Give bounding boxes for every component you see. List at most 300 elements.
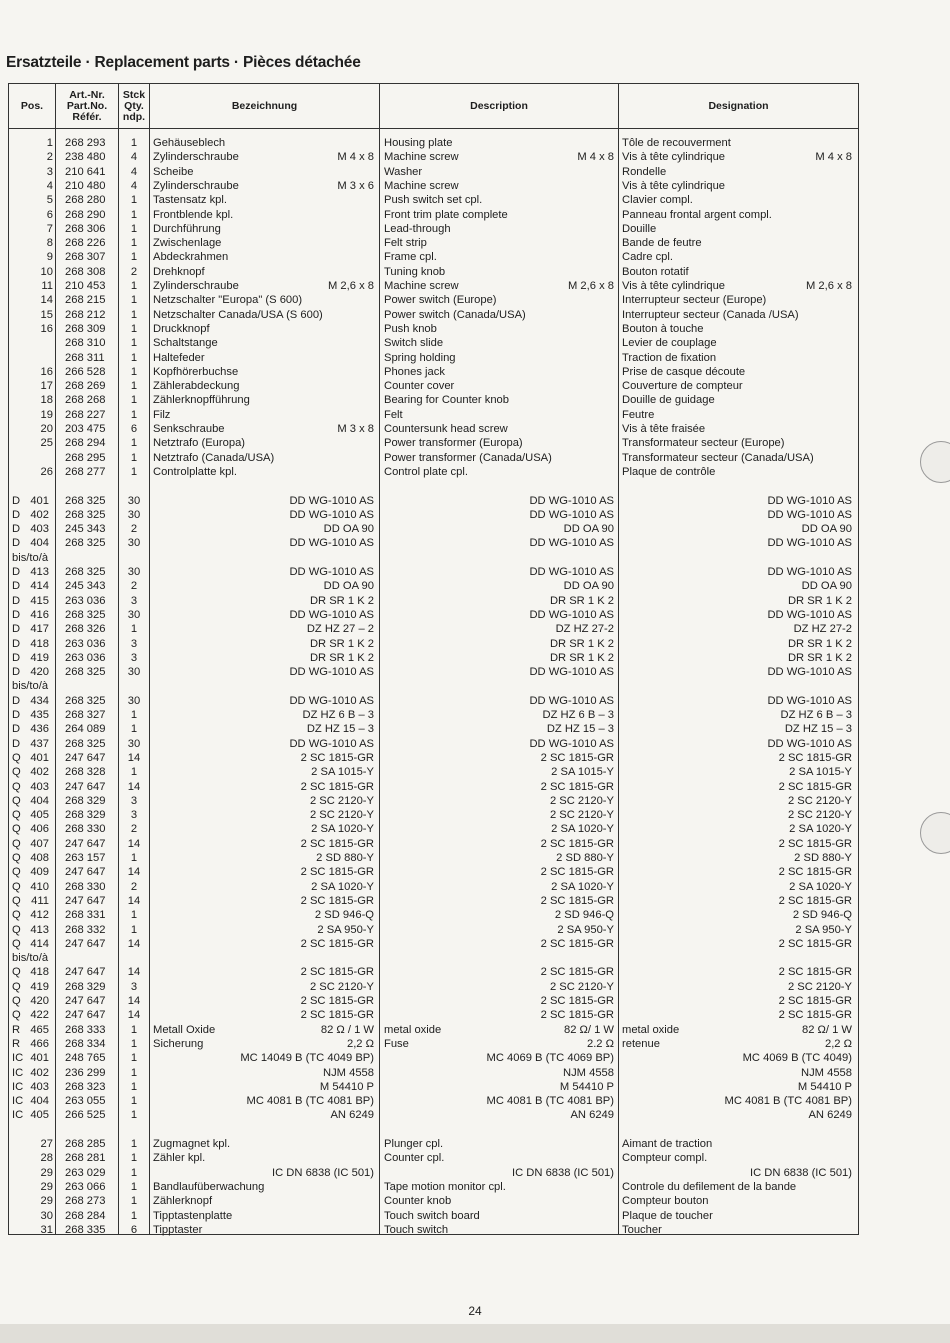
row-spec-fr: 2 SC 1815-GR bbox=[778, 837, 852, 850]
row-description-de: Abdeckrahmen bbox=[153, 251, 229, 264]
row-spec-de: DR SR 1 K 2 bbox=[309, 637, 374, 650]
row-description-fr: Aimant de traction bbox=[622, 1138, 713, 1150]
row-position: 418 bbox=[30, 637, 49, 650]
row-spec-en: 2 SC 2120-Y bbox=[549, 809, 614, 822]
table-row bbox=[9, 465, 858, 479]
row-part-number: 268 325 bbox=[65, 694, 106, 707]
table-row bbox=[9, 479, 858, 493]
row-spec-de: 2 SC 2120-Y bbox=[309, 809, 374, 822]
row-description-de: Zylinderschraube bbox=[153, 280, 239, 292]
row-part-number: 266 528 bbox=[65, 365, 106, 378]
row-description-de: Zylinderschraube bbox=[153, 151, 239, 164]
row-spec-de: 2 SA 1020-Y bbox=[311, 823, 374, 836]
row-spec-en: 2 SC 1815-GR bbox=[540, 937, 614, 950]
row-spec-fr: DD WG-1010 AS bbox=[767, 608, 852, 621]
row-spec-fr: 2 SC 1815-GR bbox=[778, 995, 852, 1007]
row-quantity: 14 bbox=[127, 937, 141, 950]
row-part-number: 264 089 bbox=[65, 723, 106, 736]
row-spec-fr: 2 SC 1815-GR bbox=[778, 751, 852, 764]
row-description-de: Zwischenlage bbox=[153, 237, 222, 250]
row-part-number: 268 327 bbox=[65, 709, 106, 721]
row-quantity: 1 bbox=[130, 337, 138, 350]
table-row bbox=[9, 193, 858, 207]
row-position: 407 bbox=[30, 837, 49, 850]
table-row bbox=[9, 851, 858, 865]
row-spec-en: 2 SA 1020-Y bbox=[551, 823, 614, 836]
table-row bbox=[9, 608, 858, 622]
row-description-fr: Vis à tête cylindrique bbox=[622, 179, 726, 192]
row-spec-de: 2 SC 1815-GR bbox=[300, 837, 374, 850]
row-description-en: Machine screw bbox=[384, 179, 459, 192]
row-spec-de: MC 14049 B (TC 4049 BP) bbox=[240, 1052, 374, 1065]
row-position: 436 bbox=[30, 723, 49, 736]
row-quantity: 1 bbox=[130, 1209, 138, 1222]
row-position: 18 bbox=[40, 394, 53, 407]
row-position: 406 bbox=[30, 823, 49, 836]
row-description-en: Counter knob bbox=[384, 1195, 452, 1208]
row-spec-en: IC DN 6838 (IC 501) bbox=[512, 1166, 614, 1179]
row-spec-fr: 82 Ω/ 1 W bbox=[801, 1023, 852, 1036]
row-part-number: 268 332 bbox=[65, 923, 106, 936]
row-spec-en: 2 SC 1815-GR bbox=[540, 780, 614, 793]
table-row bbox=[9, 965, 858, 979]
row-part-number: 247 647 bbox=[65, 780, 106, 793]
row-spec-en: 2 SA 1015-Y bbox=[551, 766, 614, 779]
row-prefix: Q bbox=[12, 995, 21, 1007]
table-row bbox=[9, 1223, 858, 1237]
row-part-number: 268 325 bbox=[65, 508, 106, 521]
row-spec-de: DD WG-1010 AS bbox=[289, 508, 374, 521]
row-description-fr: Compteur bouton bbox=[622, 1195, 709, 1208]
row-spec-en: 2 SA 1020-Y bbox=[551, 880, 614, 893]
row-spec-fr: DZ HZ 15 – 3 bbox=[784, 723, 852, 736]
row-description-fr: Cadre cpl. bbox=[622, 251, 673, 264]
row-position: 27 bbox=[40, 1138, 53, 1150]
row-quantity: 3 bbox=[130, 794, 138, 807]
table-row bbox=[9, 1094, 858, 1108]
row-position: 417 bbox=[30, 623, 49, 636]
row-quantity: 1 bbox=[130, 723, 138, 736]
row-spec-fr: 2 SC 1815-GR bbox=[778, 1009, 852, 1022]
row-part-number: 268 308 bbox=[65, 265, 106, 278]
row-part-number: 268 310 bbox=[65, 337, 106, 350]
row-description-en: Counter cpl. bbox=[384, 1152, 445, 1165]
row-quantity: 1 bbox=[130, 380, 138, 393]
table-row bbox=[9, 265, 858, 279]
header-pos: Pos. bbox=[20, 99, 44, 112]
row-spec-de: 2 SC 1815-GR bbox=[300, 966, 374, 979]
row-part-number: 268 290 bbox=[65, 208, 106, 221]
title-de: Ersatzteile bbox=[6, 54, 82, 71]
row-spec-en: M 2,6 x 8 bbox=[567, 280, 614, 292]
row-description-de: Zählerknopf bbox=[153, 1195, 213, 1208]
row-position: 412 bbox=[30, 909, 49, 922]
row-position: 405 bbox=[30, 809, 49, 822]
row-description-de: Controlplatte kpl. bbox=[153, 465, 237, 478]
row-part-number: 268 307 bbox=[65, 251, 106, 264]
row-position: 7 bbox=[46, 222, 53, 235]
row-prefix: Q bbox=[12, 751, 21, 764]
table-row bbox=[9, 1037, 858, 1051]
row-part-number: 247 647 bbox=[65, 866, 106, 879]
row-part-number: 210 453 bbox=[65, 280, 106, 292]
table-row bbox=[9, 308, 858, 322]
row-position: 413 bbox=[30, 566, 49, 578]
row-spec-fr: DD WG-1010 AS bbox=[767, 566, 852, 578]
row-description-fr: Clavier compl. bbox=[622, 194, 693, 207]
row-description-en: Phones jack bbox=[384, 365, 445, 378]
row-position: 419 bbox=[30, 980, 49, 993]
row-part-number: 268 293 bbox=[65, 137, 106, 149]
row-position: 418 bbox=[30, 966, 49, 979]
row-part-number: 268 277 bbox=[65, 465, 106, 478]
table-row bbox=[9, 880, 858, 894]
table-row bbox=[9, 565, 858, 579]
table-row bbox=[9, 208, 858, 222]
row-quantity: 14 bbox=[127, 866, 141, 879]
row-position: 409 bbox=[30, 866, 49, 879]
row-prefix: D bbox=[12, 723, 21, 736]
row-part-number: 268 335 bbox=[65, 1223, 106, 1236]
row-description-de: Bandlaufüberwachung bbox=[153, 1180, 265, 1193]
header-en: Description bbox=[470, 99, 528, 112]
row-position: 466 bbox=[30, 1037, 49, 1050]
title-en: Replacement parts bbox=[94, 54, 230, 71]
row-prefix: D bbox=[12, 508, 21, 521]
row-spec-fr: AN 6249 bbox=[808, 1109, 852, 1122]
row-spec-en: 2 SC 1815-GR bbox=[540, 995, 614, 1007]
row-description-fr: metal oxide bbox=[622, 1023, 680, 1036]
row-position: 422 bbox=[30, 1009, 49, 1022]
row-description-de: Zählerknopfführung bbox=[153, 394, 250, 407]
row-position: 5 bbox=[46, 194, 53, 207]
table-row bbox=[9, 351, 858, 365]
header-qty bbox=[119, 84, 149, 128]
row-description-de: Drehknopf bbox=[153, 265, 205, 278]
row-spec-fr: DD WG-1010 AS bbox=[767, 737, 852, 750]
row-spec-fr: 2 SC 1815-GR bbox=[778, 780, 852, 793]
row-quantity: 1 bbox=[130, 222, 138, 235]
row-quantity: 1 bbox=[130, 208, 138, 221]
row-description-de: Senkschraube bbox=[153, 423, 225, 435]
row-description-de: Kopfhörerbuchse bbox=[153, 365, 239, 378]
row-prefix: D bbox=[12, 651, 21, 664]
row-spec-de: 2 SC 1815-GR bbox=[300, 780, 374, 793]
row-prefix: bis/to/à bbox=[12, 680, 49, 693]
row-description-en: Plunger cpl. bbox=[384, 1138, 444, 1150]
row-prefix: Q bbox=[12, 866, 21, 879]
row-prefix: D bbox=[12, 566, 21, 578]
table-row bbox=[9, 837, 858, 851]
row-spec-de: 2 SD 880-Y bbox=[316, 852, 374, 864]
row-description-en: Felt strip bbox=[384, 237, 427, 250]
row-spec-fr: MC 4081 B (TC 4081 BP) bbox=[724, 1095, 852, 1108]
row-quantity: 14 bbox=[127, 780, 141, 793]
row-quantity: 30 bbox=[127, 666, 141, 679]
row-description-en: Fuse bbox=[384, 1037, 409, 1050]
header-qty-line: ndp. bbox=[122, 110, 146, 123]
row-spec-de: DD OA 90 bbox=[323, 580, 374, 593]
table-row bbox=[9, 665, 858, 679]
row-spec-fr: 2 SC 1815-GR bbox=[778, 966, 852, 979]
row-part-number: 247 647 bbox=[65, 937, 106, 950]
row-prefix: D bbox=[12, 666, 21, 679]
row-quantity: 14 bbox=[127, 1009, 141, 1022]
row-part-number: 263 066 bbox=[65, 1180, 106, 1193]
table-row bbox=[9, 1080, 858, 1094]
row-description-en: Countersunk head screw bbox=[384, 423, 508, 435]
row-prefix: Q bbox=[12, 909, 21, 922]
table-row bbox=[9, 579, 858, 593]
table-row bbox=[9, 1137, 858, 1151]
row-quantity: 1 bbox=[130, 1152, 138, 1165]
table-row bbox=[9, 908, 858, 922]
row-spec-en: DZ HZ 6 B – 3 bbox=[542, 709, 614, 721]
row-position: 2 bbox=[46, 151, 53, 164]
table-row bbox=[9, 1051, 858, 1065]
row-part-number: 268 325 bbox=[65, 666, 106, 679]
row-prefix: Q bbox=[12, 794, 21, 807]
row-quantity: 1 bbox=[130, 351, 138, 364]
row-quantity: 1 bbox=[130, 451, 138, 464]
row-spec-fr: 2 SC 1815-GR bbox=[778, 866, 852, 879]
row-prefix: Q bbox=[12, 1009, 21, 1022]
header-art-line: Part.No. bbox=[66, 99, 108, 112]
row-spec-en: MC 4069 B (TC 4069 BP) bbox=[486, 1052, 614, 1065]
row-description-de: Tipptaster bbox=[153, 1223, 203, 1236]
title-sep-1: · bbox=[81, 54, 95, 71]
row-part-number: 247 647 bbox=[65, 837, 106, 850]
row-spec-fr: 2 SC 2120-Y bbox=[787, 809, 852, 822]
row-prefix: D bbox=[12, 580, 21, 593]
row-prefix: IC bbox=[12, 1080, 24, 1093]
row-quantity: 14 bbox=[127, 837, 141, 850]
row-spec-fr: M 54410 P bbox=[797, 1080, 852, 1093]
row-description-de: Zählerabdeckung bbox=[153, 380, 240, 393]
row-description-de: Zähler kpl. bbox=[153, 1152, 206, 1165]
table-row bbox=[9, 322, 858, 336]
row-spec-de: DD WG-1010 AS bbox=[289, 537, 374, 550]
row-quantity: 1 bbox=[130, 1037, 138, 1050]
row-spec-fr: DD OA 90 bbox=[801, 580, 852, 593]
row-part-number: 238 480 bbox=[65, 151, 106, 164]
row-position: 402 bbox=[30, 766, 49, 779]
table-row bbox=[9, 365, 858, 379]
row-part-number: 247 647 bbox=[65, 995, 106, 1007]
row-prefix: D bbox=[12, 623, 21, 636]
row-position: 434 bbox=[30, 694, 49, 707]
row-spec-fr: DD WG-1010 AS bbox=[767, 508, 852, 521]
table-row bbox=[9, 293, 858, 307]
row-part-number: 268 268 bbox=[65, 394, 106, 407]
row-spec-de: DR SR 1 K 2 bbox=[309, 651, 374, 664]
row-spec-en: DD WG-1010 AS bbox=[529, 608, 614, 621]
parts-table bbox=[8, 83, 859, 1235]
row-prefix: Q bbox=[12, 809, 21, 822]
row-quantity: 30 bbox=[127, 694, 141, 707]
row-prefix: D bbox=[12, 637, 21, 650]
row-position: 25 bbox=[40, 437, 53, 450]
row-spec-de: M 4 x 8 bbox=[337, 151, 374, 164]
row-quantity: 6 bbox=[130, 1223, 138, 1236]
row-part-number: 268 330 bbox=[65, 823, 106, 836]
table-row bbox=[9, 794, 858, 808]
row-description-en: Front trim plate complete bbox=[384, 208, 508, 221]
table-row bbox=[9, 694, 858, 708]
table-row bbox=[9, 980, 858, 994]
row-description-de: Scheibe bbox=[153, 165, 194, 178]
row-part-number: 266 525 bbox=[65, 1109, 106, 1122]
row-description-en: Control plate cpl. bbox=[384, 465, 468, 478]
table-row bbox=[9, 1180, 858, 1194]
table-row bbox=[9, 737, 858, 751]
row-prefix: Q bbox=[12, 780, 21, 793]
row-spec-fr: 2 SD 880-Y bbox=[794, 852, 852, 864]
row-position: 404 bbox=[30, 537, 49, 550]
row-spec-de: DR SR 1 K 2 bbox=[309, 594, 374, 607]
row-prefix: bis/to/à bbox=[12, 952, 49, 965]
row-position: 420 bbox=[30, 666, 49, 679]
row-position: 10 bbox=[40, 265, 53, 278]
row-spec-de: 2 SC 1815-GR bbox=[300, 866, 374, 879]
row-description-de: Druckknopf bbox=[153, 322, 210, 335]
row-quantity: 3 bbox=[130, 809, 138, 822]
row-part-number: 247 647 bbox=[65, 751, 106, 764]
row-part-number: 268 329 bbox=[65, 980, 106, 993]
row-quantity: 30 bbox=[127, 608, 141, 621]
row-spec-fr: DZ HZ 27-2 bbox=[793, 623, 852, 636]
row-position: 16 bbox=[40, 322, 53, 335]
row-part-number: 268 309 bbox=[65, 322, 106, 335]
row-position: 17 bbox=[40, 380, 53, 393]
binder-hole bbox=[920, 441, 950, 483]
row-description-en: metal oxide bbox=[384, 1023, 442, 1036]
row-description-fr: Bouton rotatif bbox=[622, 265, 689, 278]
row-part-number: 248 765 bbox=[65, 1052, 106, 1065]
row-position: 410 bbox=[30, 880, 49, 893]
row-spec-en: DD WG-1010 AS bbox=[529, 537, 614, 550]
row-spec-de: DZ HZ 15 – 3 bbox=[306, 723, 374, 736]
row-description-fr: Transformateur secteur (Canada/USA) bbox=[622, 451, 814, 464]
row-position: 408 bbox=[30, 852, 49, 864]
row-position: 30 bbox=[40, 1209, 53, 1222]
row-part-number: 268 269 bbox=[65, 380, 106, 393]
row-spec-en: 2 SA 950-Y bbox=[557, 923, 614, 936]
row-part-number: 268 325 bbox=[65, 494, 106, 507]
row-spec-de: DD WG-1010 AS bbox=[289, 566, 374, 578]
row-position: 403 bbox=[30, 780, 49, 793]
row-position: 19 bbox=[40, 408, 53, 421]
table-row bbox=[9, 1151, 858, 1165]
row-description-en: Push switch set cpl. bbox=[384, 194, 483, 207]
row-description-fr: Feutre bbox=[622, 408, 655, 421]
row-description-fr: retenue bbox=[622, 1037, 660, 1050]
row-part-number: 268 326 bbox=[65, 623, 106, 636]
table-row bbox=[9, 1194, 858, 1208]
row-spec-en: 2 SD 946-Q bbox=[554, 909, 614, 922]
row-prefix: R bbox=[12, 1037, 21, 1050]
row-part-number: 268 285 bbox=[65, 1138, 106, 1150]
row-part-number: 210 641 bbox=[65, 165, 106, 178]
row-position: 401 bbox=[30, 751, 49, 764]
row-description-en: Power transformer (Europa) bbox=[384, 437, 523, 450]
row-part-number: 268 333 bbox=[65, 1023, 106, 1036]
row-position: 437 bbox=[30, 737, 49, 750]
row-spec-de: DD WG-1010 AS bbox=[289, 608, 374, 621]
title-sep-2: · bbox=[229, 54, 244, 71]
row-spec-en: 2 SC 1815-GR bbox=[540, 866, 614, 879]
row-position: 403 bbox=[30, 1080, 49, 1093]
row-spec-fr: DD WG-1010 AS bbox=[767, 494, 852, 507]
row-part-number: 247 647 bbox=[65, 1009, 106, 1022]
row-quantity: 14 bbox=[127, 894, 141, 907]
row-part-number: 245 343 bbox=[65, 580, 106, 593]
table-row bbox=[9, 408, 858, 422]
row-description-de: Zugmagnet kpl. bbox=[153, 1138, 231, 1150]
binder-hole bbox=[920, 812, 950, 854]
row-part-number: 247 647 bbox=[65, 894, 106, 907]
table-row bbox=[9, 1023, 858, 1037]
row-description-en: Switch slide bbox=[384, 337, 444, 350]
table-row bbox=[9, 923, 858, 937]
row-position: 402 bbox=[30, 1066, 49, 1079]
row-spec-en: AN 6249 bbox=[570, 1109, 614, 1122]
row-quantity: 1 bbox=[130, 1109, 138, 1122]
row-position: 414 bbox=[30, 580, 49, 593]
row-spec-fr: M 2,6 x 8 bbox=[805, 280, 852, 292]
table-row bbox=[9, 951, 858, 965]
row-part-number: 268 284 bbox=[65, 1209, 106, 1222]
row-spec-en: DR SR 1 K 2 bbox=[549, 637, 614, 650]
row-spec-fr: 2 SA 1015-Y bbox=[789, 766, 852, 779]
row-spec-en: 2 SC 2120-Y bbox=[549, 980, 614, 993]
row-quantity: 1 bbox=[130, 294, 138, 307]
row-quantity: 2 bbox=[130, 880, 138, 893]
row-position: 401 bbox=[30, 1052, 49, 1065]
row-description-en: Touch switch bbox=[384, 1223, 449, 1236]
row-description-fr: Plaque de contrôle bbox=[622, 465, 716, 478]
row-quantity: 14 bbox=[127, 995, 141, 1007]
row-quantity: 1 bbox=[130, 852, 138, 864]
table-row bbox=[9, 708, 858, 722]
table-row bbox=[9, 379, 858, 393]
row-spec-fr: DD WG-1010 AS bbox=[767, 694, 852, 707]
table-row bbox=[9, 937, 858, 951]
row-spec-de: AN 6249 bbox=[330, 1109, 374, 1122]
row-description-en: Housing plate bbox=[384, 137, 453, 149]
table-row bbox=[9, 1008, 858, 1022]
row-spec-de: 2 SD 946-Q bbox=[314, 909, 374, 922]
table-row bbox=[9, 336, 858, 350]
row-spec-fr: 2 SC 2120-Y bbox=[787, 980, 852, 993]
row-spec-de: NJM 4558 bbox=[323, 1066, 374, 1079]
row-spec-de: DD OA 90 bbox=[323, 523, 374, 536]
row-description-en: Washer bbox=[384, 165, 423, 178]
header-de: Bezeichnung bbox=[231, 99, 298, 112]
row-spec-de: DD WG-1010 AS bbox=[289, 694, 374, 707]
row-part-number: 263 157 bbox=[65, 852, 106, 864]
row-spec-de: 2 SC 2120-Y bbox=[309, 794, 374, 807]
table-row bbox=[9, 279, 858, 293]
row-spec-en: DR SR 1 K 2 bbox=[549, 594, 614, 607]
row-part-number: 268 212 bbox=[65, 308, 106, 321]
row-description-fr: Prise de casque découte bbox=[622, 365, 746, 378]
row-description-en: Tuning knob bbox=[384, 265, 446, 278]
row-part-number: 268 325 bbox=[65, 537, 106, 550]
table-row bbox=[9, 1123, 858, 1137]
row-spec-de: DD WG-1010 AS bbox=[289, 494, 374, 507]
table-row bbox=[9, 780, 858, 794]
